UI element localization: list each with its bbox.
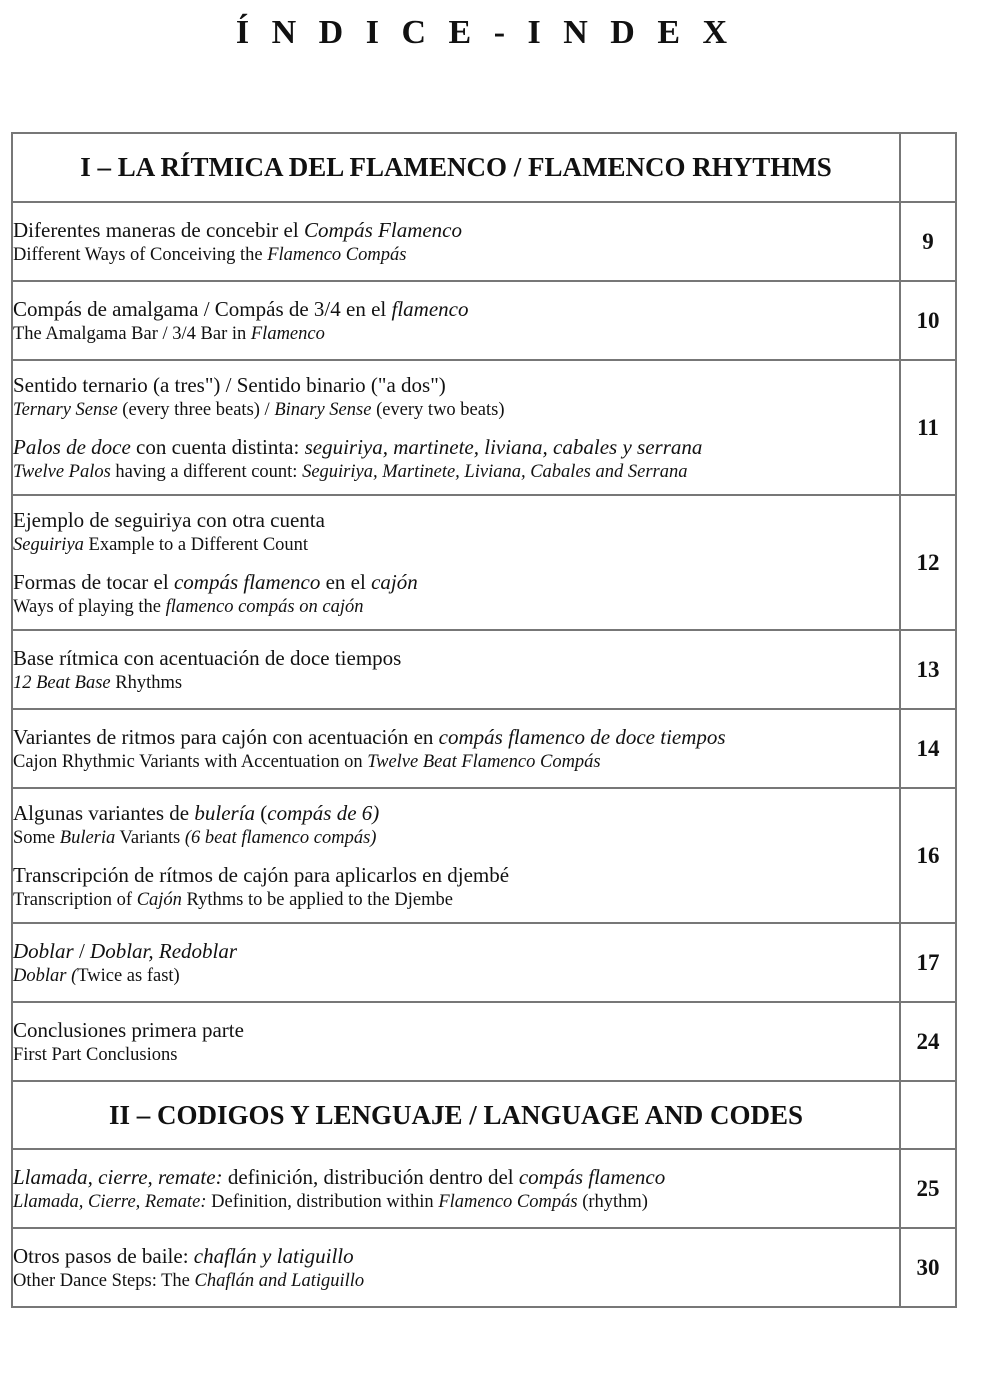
entry-title-spanish	[13, 1017, 899, 1043]
text-segment: (every two beats)	[371, 399, 505, 420]
section-page-cell	[900, 133, 956, 202]
entry-title-english	[13, 750, 899, 774]
text-segment: Llamada, Cierre, Remate:	[13, 1191, 207, 1212]
text-segment: Algunas variantes de	[13, 800, 195, 825]
entry-title-english	[13, 1043, 899, 1067]
text-segment: Rythms to be applied to the Djembe	[181, 889, 453, 910]
text-segment: Compás de amalgama / Compás de 3/4 en el	[13, 296, 392, 321]
text-segment: Doblar, Redoblar	[90, 938, 238, 963]
entry-title-english	[13, 1269, 899, 1293]
text-segment: Ternary Sense	[13, 399, 118, 420]
entry-title-spanish	[13, 724, 899, 750]
text-segment: Ways of playing the	[13, 596, 166, 617]
entry-title-english	[13, 243, 899, 267]
text-segment: compás flamenco	[173, 569, 321, 594]
entry-title-english	[13, 888, 899, 912]
text-segment: Doblar (	[13, 965, 78, 986]
text-segment: having a different count:	[110, 461, 303, 482]
index-entry-row[interactable]	[12, 1228, 956, 1307]
text-segment: Rhythms	[110, 672, 183, 693]
page-number: 12	[900, 495, 956, 630]
text-segment: Doblar	[13, 938, 74, 963]
index-entry-row[interactable]	[12, 360, 956, 495]
text-segment: Diferentes maneras de concebir el	[13, 217, 304, 242]
text-segment: Chaflán and Latiguillo	[194, 1270, 365, 1291]
text-segment: seguiriya, martinete, liviana, cabales y serrana	[304, 434, 703, 459]
entry-title-spanish	[13, 645, 899, 671]
text-segment: compás flamenco	[518, 1164, 666, 1189]
text-segment: Palos de doce	[13, 434, 131, 459]
text-segment: Flamenco Compás	[267, 244, 407, 265]
entry-title-cell	[12, 202, 900, 281]
index-entry-row[interactable]	[12, 923, 956, 1002]
page-number: 16	[900, 788, 956, 923]
index-entry-row[interactable]	[12, 1002, 956, 1081]
index-table	[11, 132, 957, 1308]
page-number: 25	[900, 1149, 956, 1228]
text-segment: Different Ways of Conceiving the	[13, 244, 268, 265]
page-number: 24	[900, 1002, 956, 1081]
text-segment: Binary Sense	[274, 399, 372, 420]
entry-title-spanish	[13, 372, 899, 398]
entry-title-spanish	[13, 1243, 899, 1269]
page-number: 11	[900, 360, 956, 495]
section-heading: I – LA RÍTMICA DEL FLAMENCO / FLAMENCO RHYTHMS	[12, 133, 900, 202]
text-segment: Base rítmica con acentuación de doce tiempos	[13, 645, 402, 670]
text-segment: Variantes de ritmos para cajón con acentuación en	[13, 724, 439, 749]
entry-title-cell	[12, 709, 900, 788]
text-segment: flamenco	[391, 296, 469, 321]
text-segment: con cuenta distinta:	[130, 434, 305, 459]
section-heading: II – CODIGOS Y LENGUAJE / LANGUAGE AND CODES	[12, 1081, 900, 1149]
text-segment: (every three beats) /	[117, 399, 275, 420]
entry-title-spanish	[13, 434, 899, 460]
text-segment: (rhythm)	[577, 1191, 648, 1212]
entry-title-cell	[12, 1149, 900, 1228]
text-segment: en el	[320, 569, 372, 594]
text-segment: Cajón	[136, 889, 182, 910]
page-title: Í N D I C E - I N D E X	[235, 14, 735, 51]
text-segment: Seguiriya	[13, 534, 84, 555]
index-entry-row[interactable]	[12, 1149, 956, 1228]
entry-title-spanish	[13, 1164, 899, 1190]
entry-title-english	[13, 322, 899, 346]
text-segment: 12 Beat Base	[13, 672, 111, 693]
entry-title-cell	[12, 1228, 900, 1307]
entry-title-english	[13, 595, 899, 619]
entry-title-english	[13, 964, 899, 988]
text-segment: Cajon Rhythmic Variants with Accentuation on	[13, 751, 368, 772]
text-segment: cajón	[371, 569, 418, 594]
text-segment: definición, distribución dentro del	[222, 1164, 519, 1189]
text-segment: (	[255, 800, 268, 825]
text-segment: Buleria	[59, 827, 116, 848]
text-segment: (6 beat flamenco compás)	[184, 827, 377, 848]
page-number: 13	[900, 630, 956, 709]
text-segment: Llamada, cierre, remate:	[13, 1164, 223, 1189]
text-segment: Otros pasos de baile:	[13, 1243, 194, 1268]
text-segment: Formas de tocar el	[13, 569, 174, 594]
page-number: 10	[900, 281, 956, 360]
entry-title-cell	[12, 495, 900, 630]
index-entry-row[interactable]	[12, 281, 956, 360]
text-segment: Sentido ternario (a tres") / Sentido binario ("a dos")	[13, 372, 446, 397]
index-entry-row[interactable]	[12, 495, 956, 630]
entry-title-spanish	[13, 862, 899, 888]
section-heading-row	[12, 1081, 956, 1149]
text-segment: Example to a Different Count	[83, 534, 309, 555]
entry-title-cell	[12, 1002, 900, 1081]
entry-title-spanish	[13, 507, 899, 533]
text-segment: flamenco compás on cajón	[165, 596, 364, 617]
text-segment: bulería	[194, 800, 256, 825]
entry-title-spanish	[13, 800, 899, 826]
text-segment: Ejemplo de seguiriya con otra cuenta	[13, 507, 325, 532]
text-segment: compás flamenco de doce tiempos	[438, 724, 726, 749]
section-page-cell	[900, 1081, 956, 1149]
text-segment: Seguiriya, Martinete, Liviana, Cabales and Serrana	[302, 461, 688, 482]
page-number: 14	[900, 709, 956, 788]
text-segment: Definition, distribution within	[206, 1191, 439, 1212]
text-segment: chaflán y latiguillo	[193, 1243, 354, 1268]
text-segment: The Amalgama Bar / 3/4 Bar in	[13, 323, 251, 344]
entry-title-english	[13, 398, 899, 422]
entry-title-cell	[12, 788, 900, 923]
entry-title-spanish	[13, 938, 899, 964]
text-segment: Twelve Beat Flamenco Compás	[367, 751, 601, 772]
entry-title-cell	[12, 281, 900, 360]
text-segment: First Part Conclusions	[13, 1044, 178, 1065]
text-segment: compás de 6)	[267, 800, 380, 825]
text-segment: Flamenco	[250, 323, 325, 344]
index-entry-row[interactable]	[12, 630, 956, 709]
text-segment: Some	[13, 827, 60, 848]
text-segment: Conclusiones primera parte	[13, 1017, 244, 1042]
index-entry-row[interactable]	[12, 202, 956, 281]
entry-title-cell	[12, 360, 900, 495]
page-number: 9	[900, 202, 956, 281]
text-segment: Twice as fast)	[77, 965, 180, 986]
text-segment: Transcription of	[13, 889, 137, 910]
entry-title-english	[13, 826, 899, 850]
entry-title-spanish	[13, 217, 899, 243]
text-segment: /	[73, 938, 91, 963]
entry-title-english	[13, 533, 899, 557]
text-segment: Transcripción de rítmos de cajón para aplicarlos en djembé	[13, 862, 510, 887]
text-segment: Variants	[115, 827, 185, 848]
entry-title-cell	[12, 923, 900, 1002]
index-entry-row[interactable]	[12, 709, 956, 788]
entry-title-english	[13, 671, 899, 695]
text-segment: Flamenco Compás	[438, 1191, 578, 1212]
page-number: 17	[900, 923, 956, 1002]
text-segment: Twelve Palos	[13, 461, 111, 482]
index-entry-row[interactable]	[12, 788, 956, 923]
text-segment: Compás Flamenco	[303, 217, 463, 242]
entry-title-spanish	[13, 569, 899, 595]
entry-title-english	[13, 460, 899, 484]
entry-title-cell	[12, 630, 900, 709]
section-heading-row	[12, 133, 956, 202]
entry-title-spanish	[13, 296, 899, 322]
entry-title-english	[13, 1190, 899, 1214]
text-segment: Other Dance Steps: The	[13, 1270, 195, 1291]
page-number: 30	[900, 1228, 956, 1307]
